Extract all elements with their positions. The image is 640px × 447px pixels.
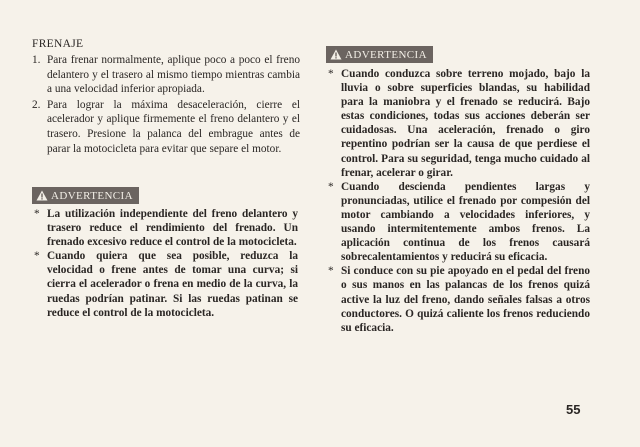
step-number: 1. — [32, 54, 41, 66]
warning-text: Cuando conduzca sobre terreno mojado, bajo la lluvia o sobre superficies blandas, su habilidad para la maniobra y el frenado se reducirá. Bajo estas condiciones, todas sus acciones deberán ser cuidadosas. Una aceleración, frenado o giro repentino podrían ser la causa de que perdiese el control. Para su seguridad, tenga mucho cuidado al frenar, acelerar o girar. — [341, 68, 590, 179]
warning-text: La utilización independiente del freno delantero y trasero reduce el rendimiento del frenado. Un frenado excesivo reduce el control de la motocicleta. — [47, 208, 298, 249]
bullet-mark: * — [328, 180, 334, 193]
list-item — [34, 207, 298, 249]
bullet-mark: * — [34, 250, 40, 263]
warning-badge-right — [326, 46, 433, 63]
page-number: 55 — [566, 402, 581, 417]
step-number: 2. — [32, 98, 41, 111]
brake-steps-list — [32, 53, 300, 157]
warning-text: Si conduce con su pie apoyado en el pedal del freno o sus manos en las palancas de los frenos quizá active la luz del freno, dando señales falsas a otros conductores. O quizá caliente los frenos reduciendo su eficacia. — [341, 265, 590, 334]
warning-text: Cuando quiera que sea posible, reduzca la velocidad o frene antes de tomar una curva; si cierra el acelerador o frena en medio de la curva, la ruedas podrían patinar. Si las ruedas patinan se reduce el control de la motocicleta. — [47, 250, 298, 319]
list-item — [32, 98, 300, 156]
warning-left-list — [34, 207, 298, 320]
bullet-mark: * — [328, 265, 334, 278]
step-text: Para frenar normalmente, aplique poco a poco el freno delantero y el trasero al mismo tiempo mientras cambia a una velocidad inferior apropiada. — [47, 54, 300, 96]
section-title: FRENAJE — [32, 38, 84, 50]
warning-triangle-icon — [36, 190, 48, 201]
list-item — [34, 249, 298, 319]
list-item — [328, 67, 590, 180]
warning-text: Cuando descienda pendientes largas y pronunciadas, utilice el frenado por compesión del motor cambiando a velocidades inferiores, y usando intermitentemente ambos frenos. La aplicación continua de los frenos causará sobrecalentamientos y reducirá su eficacia. — [341, 180, 590, 264]
step-text: Para lograr la máxima desaceleración, cierre el acelerador y aplique firmemente el freno delantero y el trasero. Presione la palanca del embrague antes de parar la motocicleta para evitar que separe el motor. — [47, 98, 300, 155]
warning-triangle-icon — [330, 49, 342, 60]
warning-badge-left — [32, 187, 139, 204]
bullet-mark: * — [34, 208, 40, 220]
list-item — [32, 53, 300, 97]
warning-label: ADVERTENCIA — [51, 189, 133, 202]
list-item — [328, 264, 590, 334]
warning-right-list — [328, 67, 590, 335]
list-item — [328, 180, 590, 265]
bullet-mark: * — [328, 68, 334, 80]
warning-label: ADVERTENCIA — [345, 48, 427, 61]
